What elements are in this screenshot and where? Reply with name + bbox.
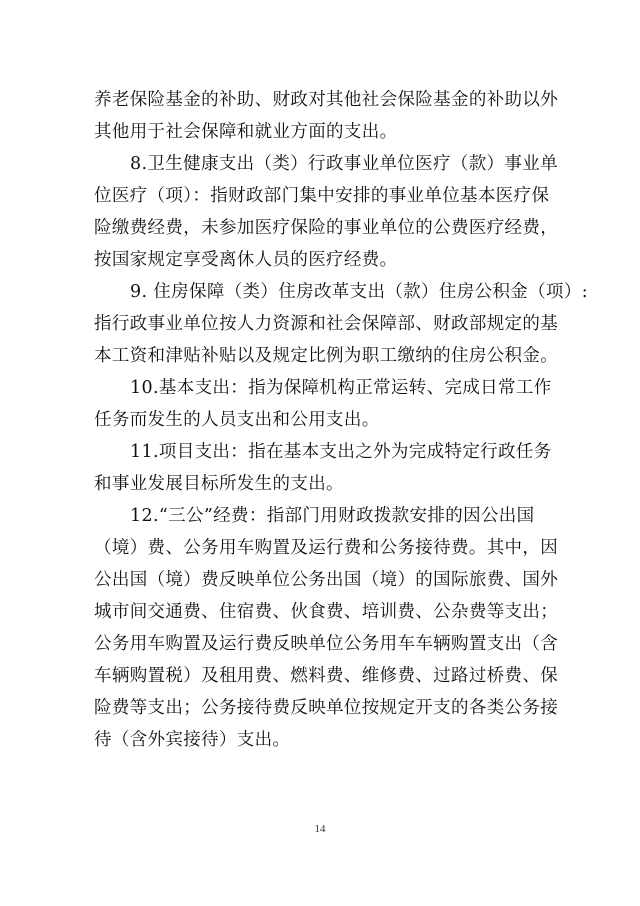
text-line: 养老保险基金的补助、财政对其他社会保险基金的补助以外 <box>94 90 559 110</box>
page-number: 14 <box>314 823 326 835</box>
text-line: 公务用车购置及运行费反映单位公务用车车辆购置支出（含 <box>94 634 559 654</box>
text-line: 和事业发展目标所发生的支出。 <box>94 474 344 494</box>
text-line: 险费等支出；公务接待费反映单位按规定开支的各类公务接 <box>94 698 559 718</box>
text-line: 城市间交通费、住宿费、伙食费、培训费、公杂费等支出； <box>94 602 559 622</box>
text-line: 按国家规定享受离休人员的医疗经费。 <box>94 250 398 270</box>
text-line: 车辆购置税）及租用费、燃料费、维修费、过路过桥费、保 <box>94 666 559 686</box>
text-line: 其他用于社会保障和就业方面的支出。 <box>94 122 398 142</box>
item-10-heading-line: 10.基本支出：指为保障机构正常运转、完成日常工作 <box>130 378 552 398</box>
text-line: 位医疗（项）：指财政部门集中安排的事业单位基本医疗保 <box>94 186 550 206</box>
body-text <box>94 84 588 756</box>
text-line: 本工资和津贴补贴以及规定比例为职工缴纳的住房公积金。 <box>94 346 559 366</box>
item-11-heading-line: 11.项目支出：指在基本支出之外为完成特定行政任务 <box>130 442 552 462</box>
text-line: 公出国（境）费反映单位公务出国（境）的国际旅费、国外 <box>94 570 559 590</box>
item-12-heading-line: 12.“三公”经费：指部门用财政拨款安排的因公出国 <box>130 506 535 526</box>
text-line: 任务而发生的人员支出和公用支出。 <box>94 410 380 430</box>
item-8-heading-line: 8.卫生健康支出（类）行政事业单位医疗（款）事业单 <box>130 154 558 174</box>
text-line: 待（含外宾接待）支出。 <box>94 730 291 750</box>
item-9-heading-line: 9. 住房保障（类）住房改革支出（款）住房公积金（项）: <box>130 282 588 302</box>
text-line: （境）费、公务用车购置及运行费和公务接待费。其中，因 <box>94 538 559 558</box>
text-line: 指行政事业单位按人力资源和社会保障部、财政部规定的基 <box>94 314 559 334</box>
text-line: 险缴费经费，未参加医疗保险的事业单位的公费医疗经费， <box>94 218 559 238</box>
